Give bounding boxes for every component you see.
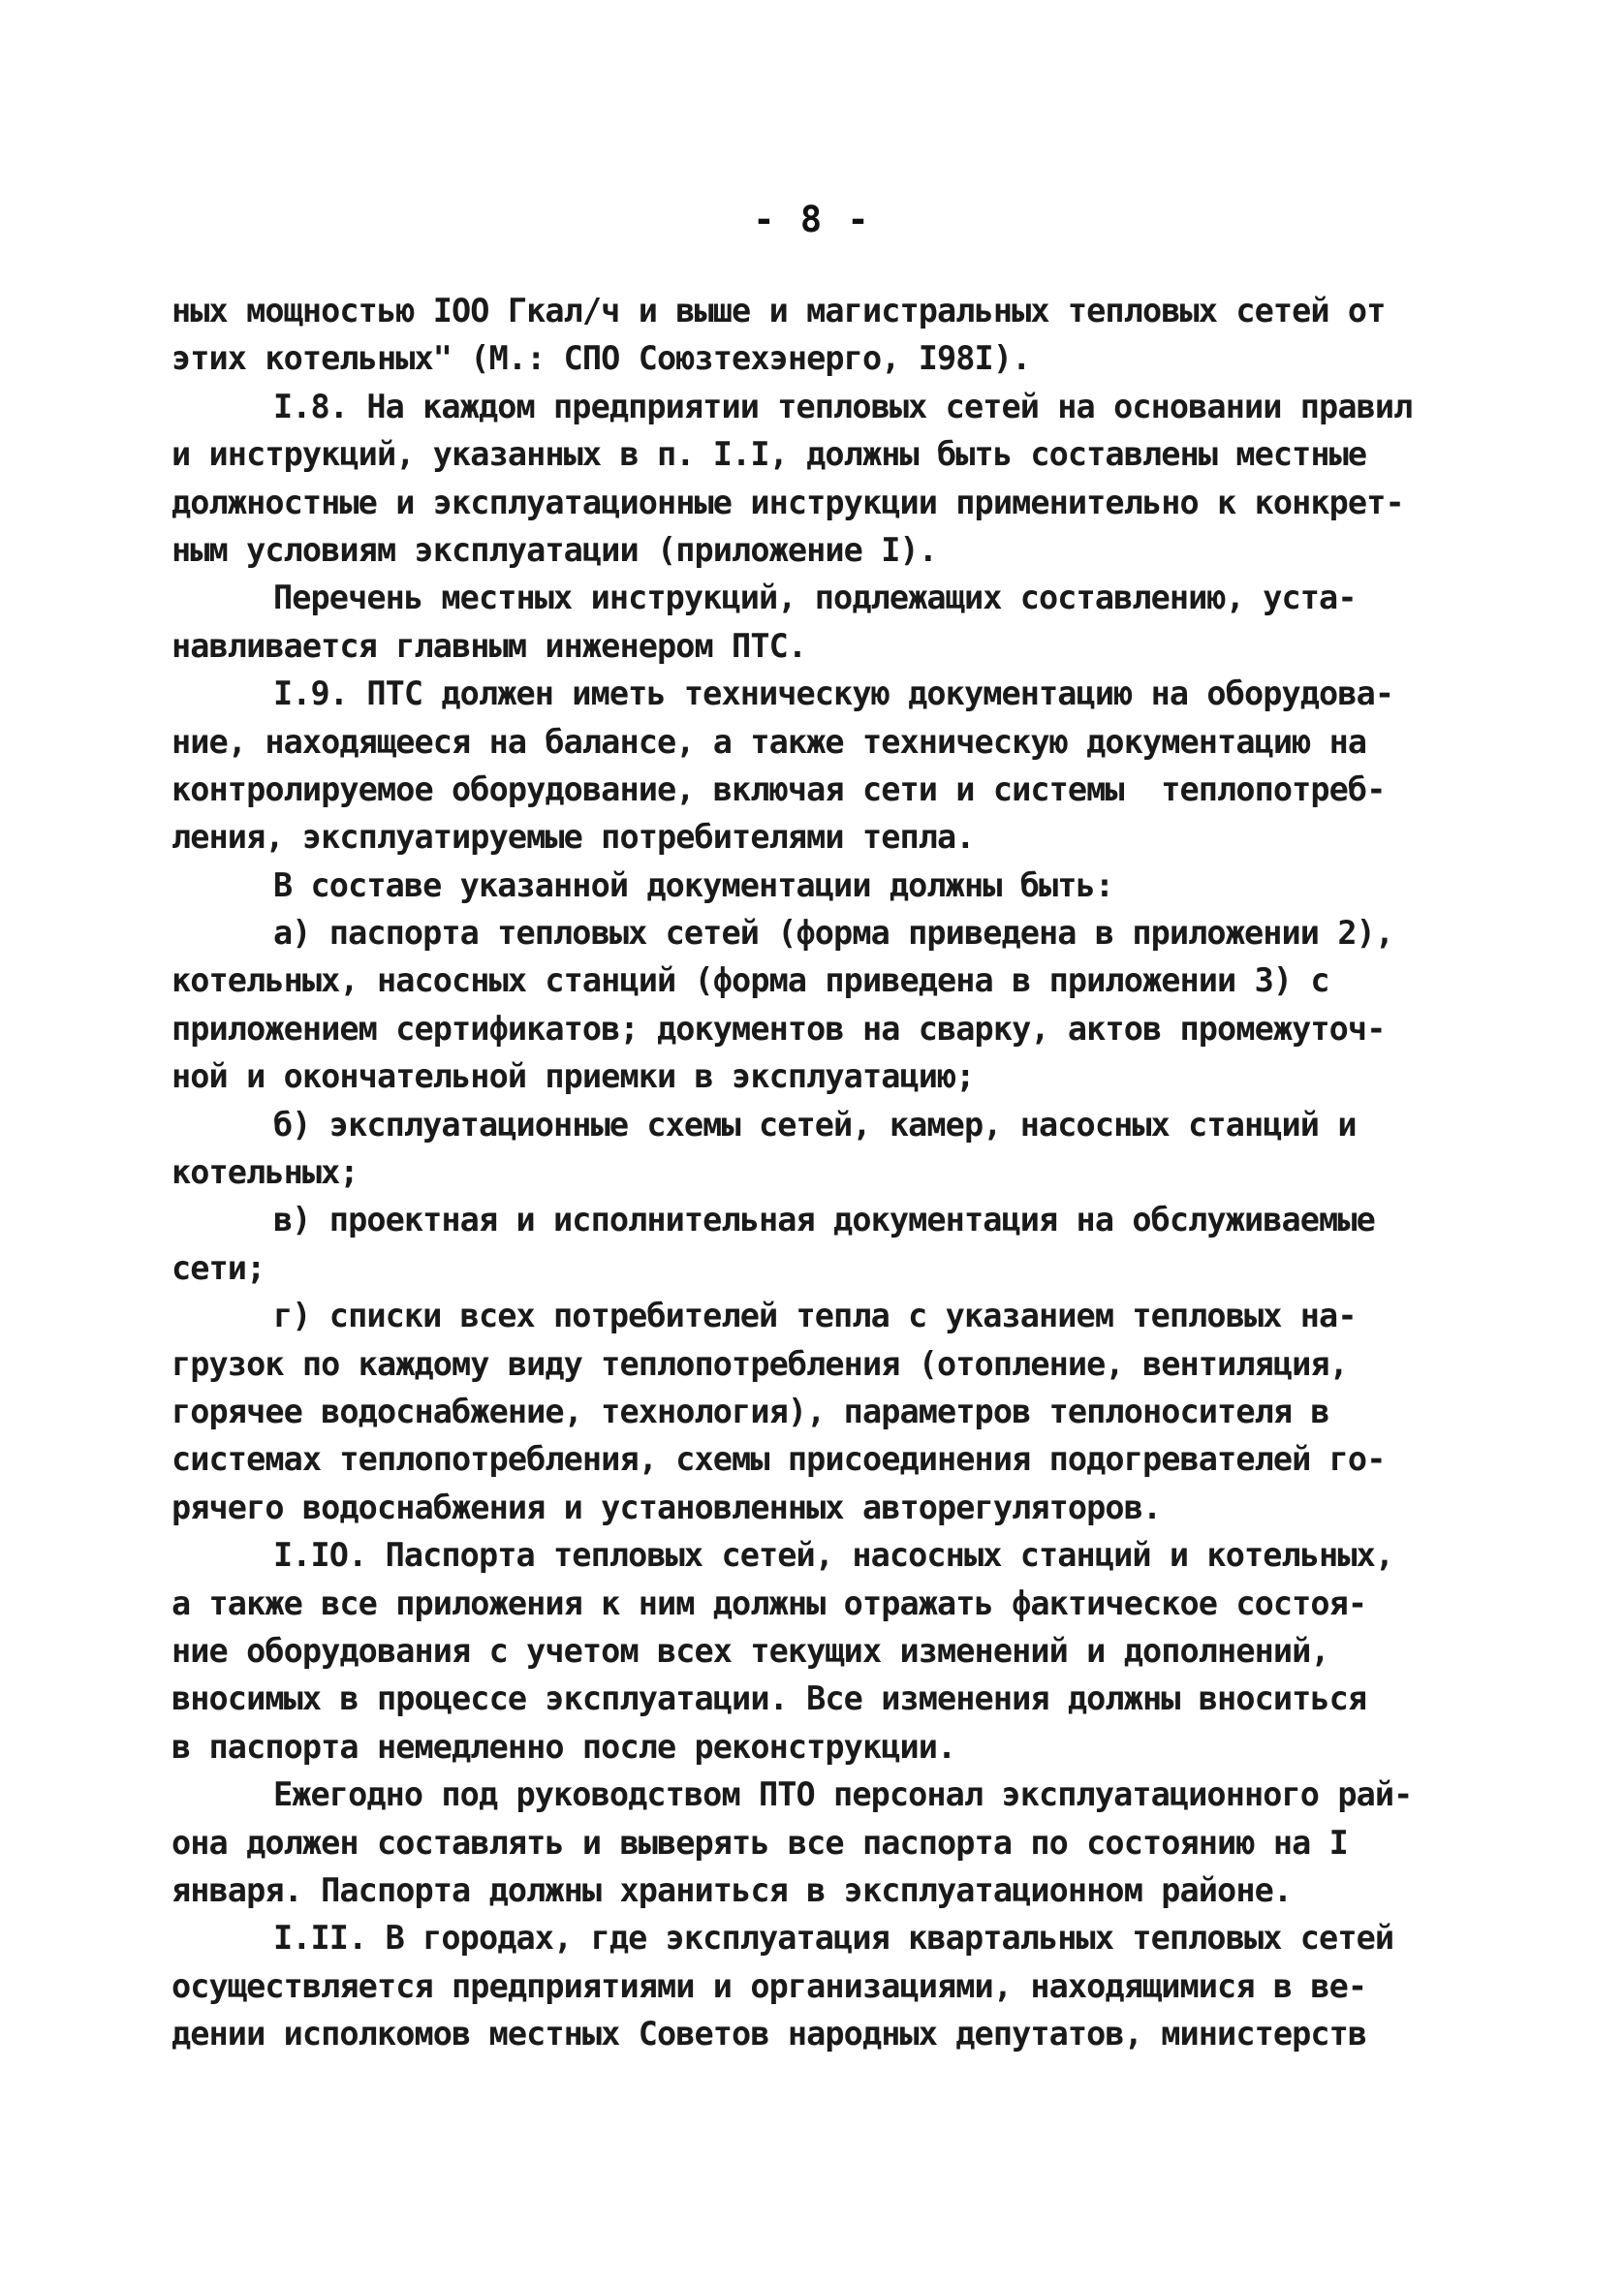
text-line: ления, эксплуатируемые потребителями тепла. xyxy=(172,818,975,857)
text-line: Перечень местных инструкций, подлежащих составлению, уста- xyxy=(273,579,1357,617)
text-line: ных мощностью IOO Гкал/ч и выше и магистральных тепловых сетей от xyxy=(172,292,1386,329)
text-line: г) списки всех потребителей тепла с указанием тепловых на- xyxy=(273,1297,1357,1335)
text-line: навливается главным инженером ПТС. xyxy=(172,626,807,665)
text-line: В составе указанной документации должны быть: xyxy=(273,865,1114,904)
text-line: она должен составлять и выверять все паспорта по состоянию на I xyxy=(172,1823,1348,1862)
page-number: - 8 - xyxy=(753,199,871,240)
text-line: ным условиям эксплуатации (приложение I). xyxy=(172,530,938,569)
text-line: приложением сертификатов; документов на сварку, актов промежуточ- xyxy=(172,1009,1386,1048)
text-line: I.8. На каждом предприятии тепловых сетей на основании правил xyxy=(273,387,1413,425)
text-line: ние оборудования с учетом всех текущих изменений и дополнений, xyxy=(172,1631,1329,1670)
text-line: этих котельных" (М.: СПО Союзтехэнерго, I98I). xyxy=(172,339,1031,378)
text-line: горячее водоснабжение, технология), параметров теплоносителя в xyxy=(172,1392,1329,1430)
text-line: котельных, насосных станций (форма приведена в приложении 3) с xyxy=(172,961,1329,1000)
text-line: осуществляется предприятиями и организациями, находящимися в ве- xyxy=(172,1966,1367,2005)
text-line: системах теплопотребления, схемы присоединения подогревателей го- xyxy=(172,1440,1386,1479)
text-line: I.9. ПТС должен иметь техническую документацию на оборудова- xyxy=(273,674,1394,713)
text-line: и инструкций, указанных в п. I.I, должны быть составлены местные xyxy=(172,435,1367,474)
text-line: должностные и эксплуатационные инструкции применительно к конкрет- xyxy=(172,483,1404,521)
text-line: а) паспорта тепловых сетей (форма приведена в приложении 2), xyxy=(273,914,1394,953)
text-line: января. Паспорта должны храниться в эксплуатационном районе. xyxy=(172,1870,1293,1909)
text-line: ной и окончательной приемки в эксплуатацию; xyxy=(172,1057,975,1096)
text-line: б) эксплуатационные схемы сетей, камер, насосных станций и xyxy=(273,1105,1357,1144)
text-line: а также все приложения к ним должны отражать фактическое состоя- xyxy=(172,1583,1367,1622)
text-line: контролируемое оборудование, включая сети и системы теплопотреб- xyxy=(172,769,1386,808)
text-line: I.IO. Паспорта тепловых сетей, насосных станций и котельных, xyxy=(273,1536,1394,1575)
text-line: сети; xyxy=(172,1248,265,1287)
text-line: вносимых в процессе эксплуатации. Все изменения должны вноситься xyxy=(172,1679,1367,1718)
text-line: дении исполкомов местных Советов народных депутатов, министерств xyxy=(172,2015,1367,2054)
body-text xyxy=(172,287,1460,2057)
text-line: котельных; xyxy=(172,1153,359,1192)
text-line: Ежегодно под руководством ПТО персонал эксплуатационного рай- xyxy=(273,1775,1413,1814)
text-line: в паспорта немедленно после реконструкции. xyxy=(172,1727,956,1766)
text-line: рячего водоснабжения и установленных авторегуляторов. xyxy=(172,1488,1162,1526)
text-line: I.II. В городах, где эксплуатация квартальных тепловых сетей xyxy=(273,1919,1394,1958)
text-line: в) проектная и исполнительная документация на обслуживаемые xyxy=(273,1201,1375,1239)
text-line: ние, находящееся на балансе, а также техническую документацию на xyxy=(172,722,1367,761)
text-line: грузок по каждому виду теплопотребления (отопление, вентиляция, xyxy=(172,1344,1348,1383)
